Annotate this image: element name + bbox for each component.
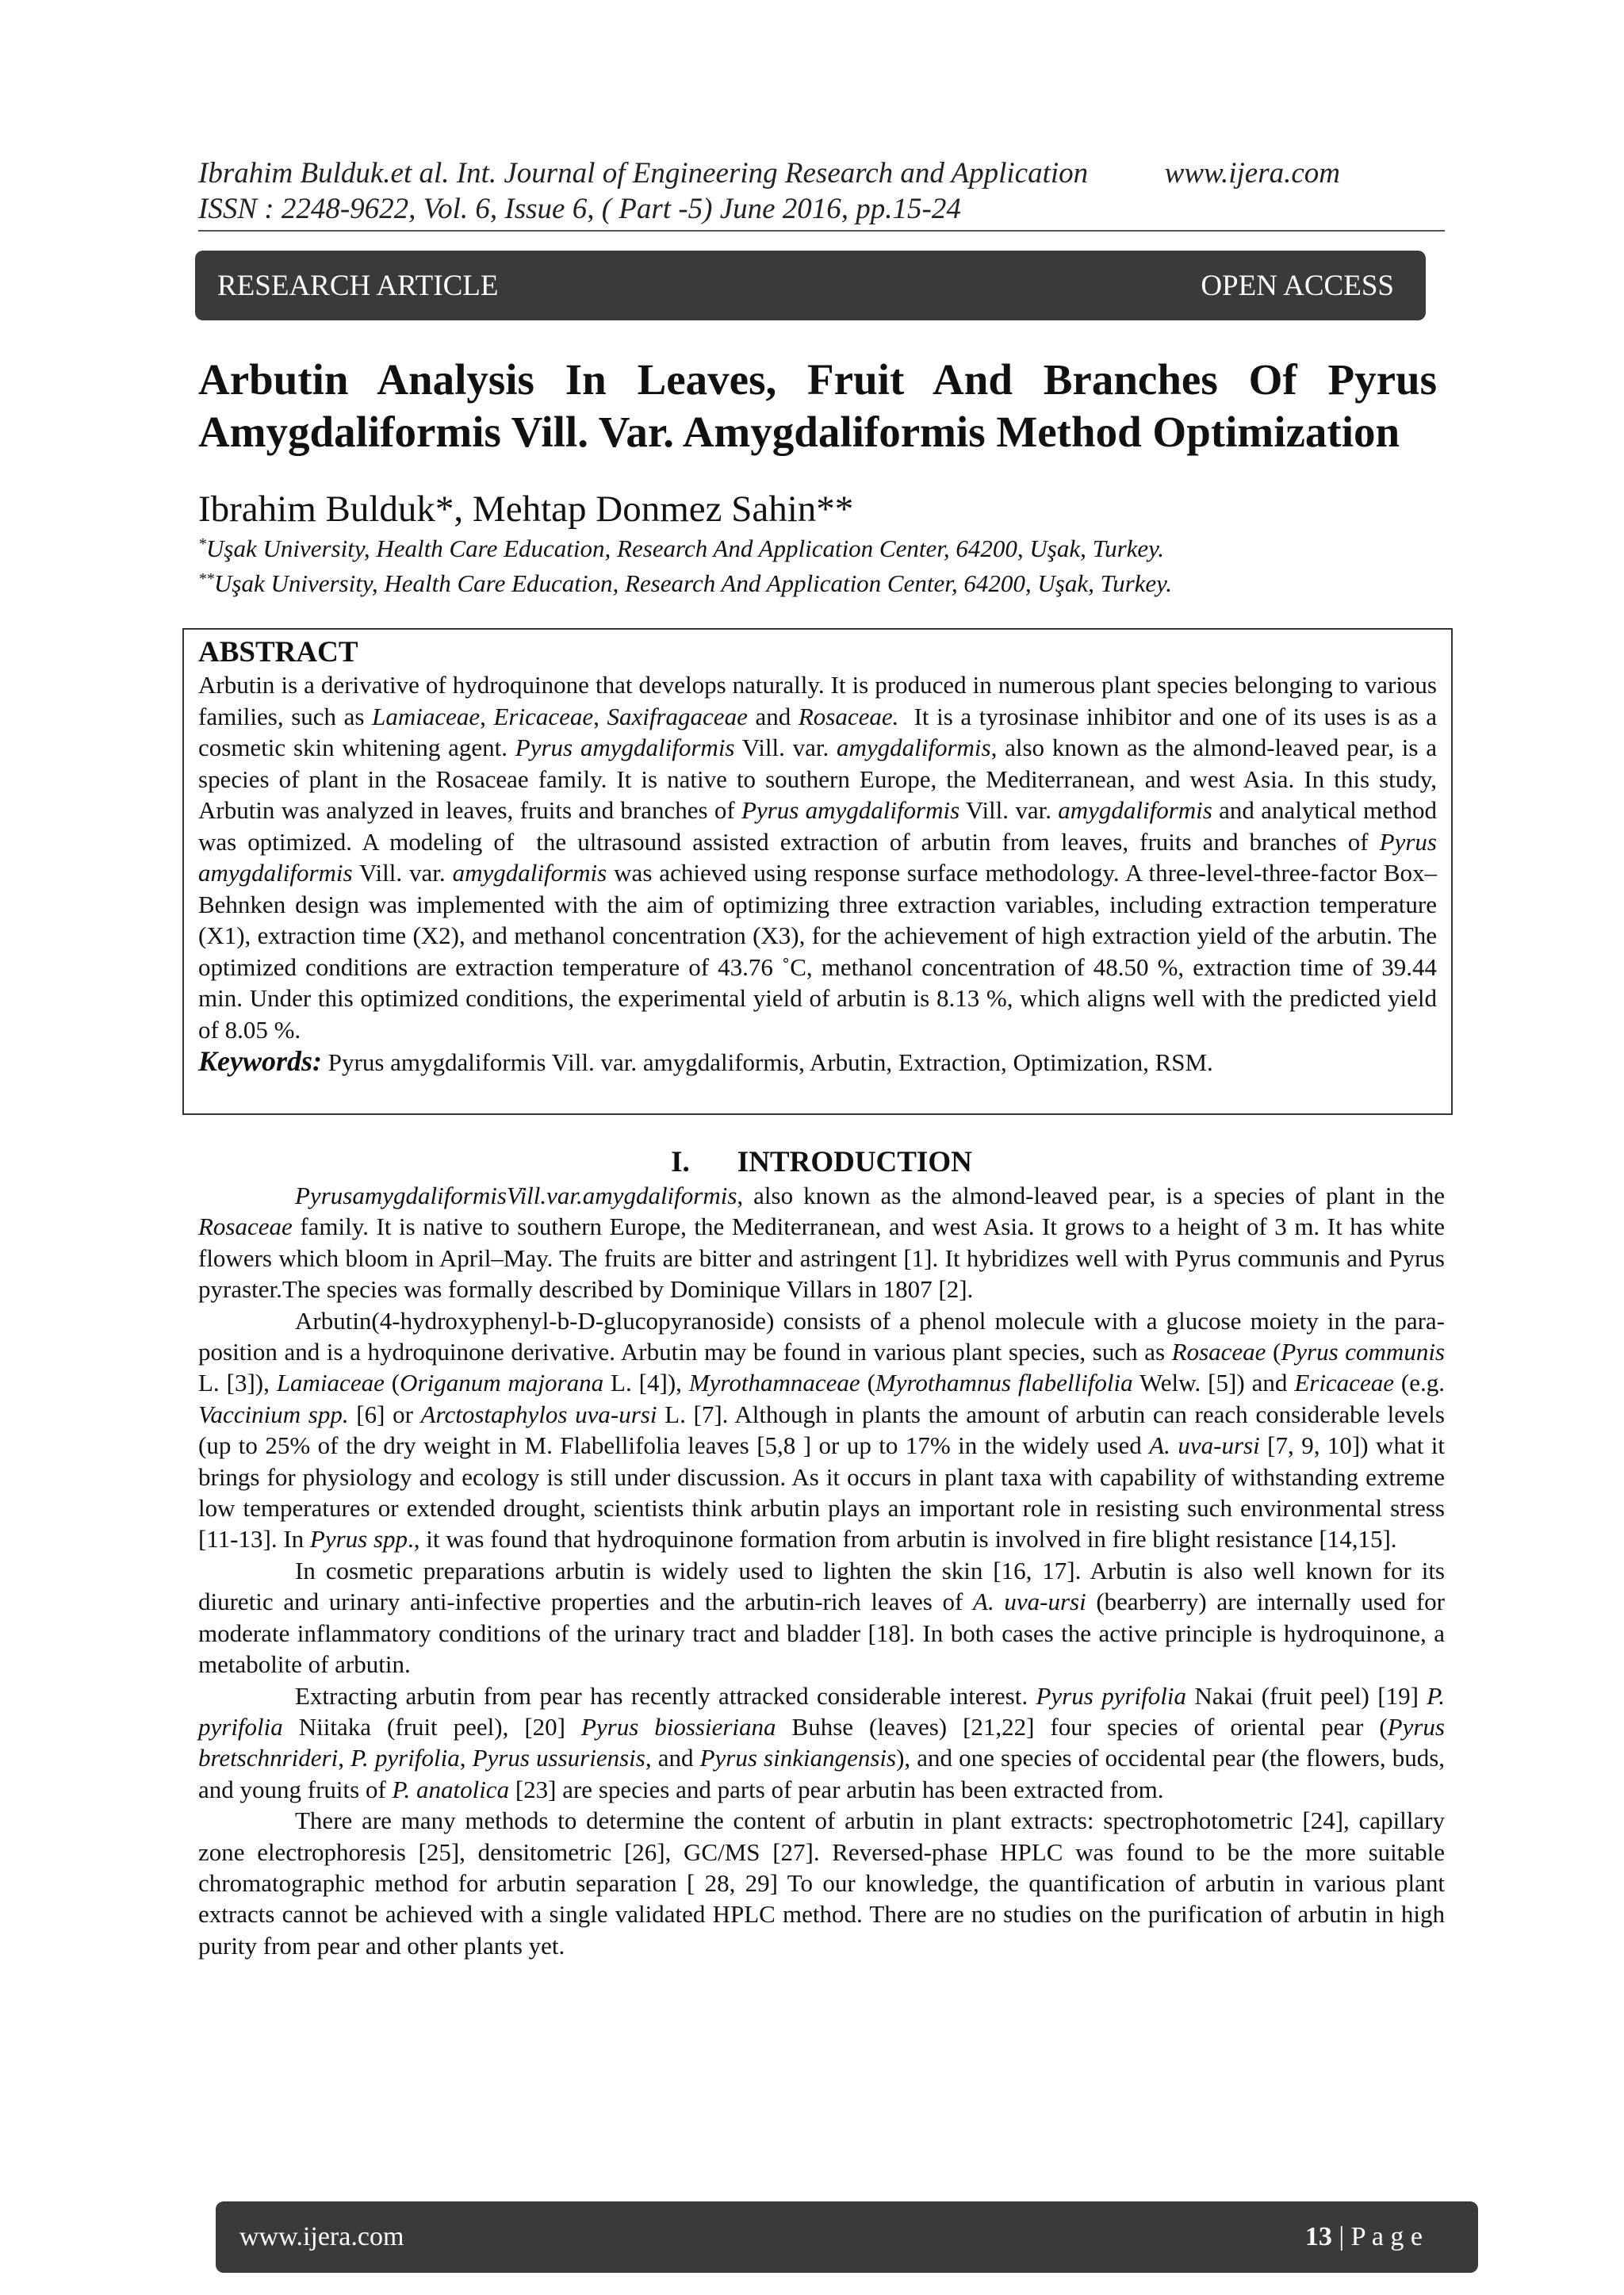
page-number: 13: [1304, 2222, 1332, 2251]
running-header: [198, 155, 1443, 227]
open-access-label: OPEN ACCESS: [1201, 269, 1394, 302]
intro-paragraph-4: Extracting arbutin from pear has recently attracked considerable interest. Pyrus pyrifolia Nakai (fruit peel) [19] P. pyrifolia Niitaka (fruit peel), [20] Pyrus biossieriana Buhse (leaves) [21,22] four species of oriental pear (Pyrus bretschnrideri, P. pyrifolia, Pyrus ussuriensis, and Pyrus sinkiangensis), and one species of occidental pear (the flowers, buds, and young fruits of P. anatolica [23] are species and parts of pear arbutin has been extracted from.: [198, 1681, 1446, 1803]
author-list: Ibrahim Bulduk*, Mehtap Donmez Sahin**: [198, 489, 854, 530]
affiliation-1: [198, 530, 1164, 563]
affiliation-2-mark: **: [198, 570, 214, 588]
intro-paragraph-2: Arbutin(4-hydroxyphenyl-b-D-glucopyranoside) consists of a phenol molecule with a glucose moiety in the para-position and is a hydroquinone derivative. Arbutin may be found in various plant species, such as Rosaceae (Pyrus communis L. [3]), Lamiaceae (Origanum majorana L. [4]), Myrothamnaceae (Myrothamnus flabellifolia Welw. [5]) and Ericaceae (e.g. Vaccinium spp. [6] or Arctostaphylos uva-ursi L. [7]. Although in plants the amount of arbutin can reach considerable levels (up to 25% of the dry weight in M. Flabellifolia leaves [5,8 ] or up to 17% in the widely used A. uva-ursi [7, 9, 10]) what it brings for physiology and ecology is still under discussion. As it occurs in plant taxa with capability of withstanding extreme low temperatures or extended drought, scientists think arbutin plays an important role in resisting such environmental stress [11-13]. In Pyrus spp., it was found that hydroquinone formation from arbutin is involved in fire blight resistance [14,15].: [198, 1306, 1445, 1554]
title-line-2: Amygdaliformis Vill. Var. Amygdaliformis Method Optimization: [198, 408, 1400, 456]
page-label: | P a g e: [1331, 2222, 1423, 2251]
keywords-text: Pyrus amygdaliformis Vill. var. amygdaliformis, Arbutin, Extraction, Optimization, RSM.: [327, 1048, 1213, 1076]
footer-url: www.ijera.com: [239, 2222, 404, 2251]
intro-paragraph-3: In cosmetic preparations arbutin is widely used to lighten the skin [16, 17]. Arbutin is also well known for its diuretic and urinary anti-infective properties and the arbutin-rich leaves of A. uva-ursi (bearberry) are internally used for moderate inflammatory conditions of the urinary tract and bladder [18]. In both cases the active principle is hydroquinone, a metabolite of arbutin.: [198, 1556, 1445, 1679]
issn-line: ISSN : 2248-9622, Vol. 6, Issue 6, ( Part -5) June 2016, pp.15-24: [198, 193, 961, 225]
paper-title: [198, 354, 1437, 458]
affiliation-2: [198, 565, 1172, 598]
section-title: INTRODUCTION: [737, 1146, 972, 1178]
affiliation-1-text: Uşak University, Health Care Education, Research And Application Center, 64200, Uşak, Turkey.: [206, 534, 1164, 562]
page-number-label: [1305, 2222, 1423, 2252]
header-rule: [198, 230, 1445, 232]
section-number: I.: [671, 1146, 690, 1178]
keywords-label: Keywords:: [198, 1045, 322, 1077]
title-line-1: Arbutin Analysis In Leaves, Fruit And Branches Of Pyrus: [198, 355, 1437, 404]
keywords-line: [198, 1045, 1437, 1079]
abstract-box: [182, 628, 1453, 1115]
page-footer: [216, 2201, 1478, 2273]
affiliation-2-text: Uşak University, Health Care Education, Research And Application Center, 64200, Uşak, Turkey.: [214, 569, 1172, 597]
section-heading: [198, 1145, 1445, 1180]
journal-url: www.ijera.com: [1164, 157, 1340, 190]
article-type-banner: [195, 251, 1426, 320]
research-article-label: RESEARCH ARTICLE: [217, 269, 499, 302]
introduction-body: [198, 1180, 1445, 1961]
intro-paragraph-5: There are many methods to determine the content of arbutin in plant extracts: spectrophotometric [24], capillary zone electrophoresis [25], densitometric [26], GC/MS [27]. Reversed-phase HPLC was found to be the more suitable chromatographic method for arbutin separation [ 28, 29] To our knowledge, the quantification of arbutin in various plant extracts cannot be achieved with a single validated HPLC method. There are no studies on the purification of arbutin in high purity from pear and other plants yet.: [198, 1806, 1445, 1960]
abstract-heading: ABSTRACT: [198, 636, 358, 669]
intro-paragraph-1: PyrusamygdaliformisVill.var.amygdaliformis, also known as the almond-leaved pear, is a species of plant in the Rosaceae family. It is native to southern Europe, the Mediterranean, and west Asia. It grows to a height of 3 m. It has white flowers which bloom in April–May. The fruits are bitter and astringent [1]. It hybridizes well with Pyrus communis and Pyrus pyraster.The species was formally described by Dominique Villars in 1807 [2].: [198, 1182, 1445, 1304]
abstract-text: Arbutin is a derivative of hydroquinone that develops naturally. It is produced in numerous plant species belonging to various families, such as Lamiaceae, Ericaceae, Saxifragaceae and Rosaceae. It is a tyrosinase inhibitor and one of its uses is as a cosmetic skin whitening agent. Pyrus amygdaliformis Vill. var. amygdaliformis, also known as the almond-leaved pear, is a species of plant in the Rosaceae family. It is native to southern Europe, the Mediterranean, and west Asia. In this study, Arbutin was analyzed in leaves, fruits and branches of Pyrus amygdaliformis Vill. var. amygdaliformis and analytical method was optimized. A modeling of the ultrasound assisted extraction of arbutin from leaves, fruits and branches of Pyrus amygdaliformis Vill. var. amygdaliformis was achieved using response surface methodology. A three-level-three-factor Box–Behnken design was implemented with the aim of optimizing three extraction variables, including extraction temperature (X1), extraction time (X2), and methanol concentration (X3), for the achievement of high extraction yield of the arbutin. The optimized conditions are extraction temperature of 43.76 ˚C, methanol concentration of 48.50 %, extraction time of 39.44 min. Under this optimized conditions, the experimental yield of arbutin is 8.13 %, which aligns well with the predicted yield of 8.05 %.: [198, 671, 1437, 1044]
affiliation-1-mark: *: [198, 535, 206, 553]
journal-citation: Ibrahim Bulduk.et al. Int. Journal of Engineering Research and Application: [198, 157, 1089, 190]
